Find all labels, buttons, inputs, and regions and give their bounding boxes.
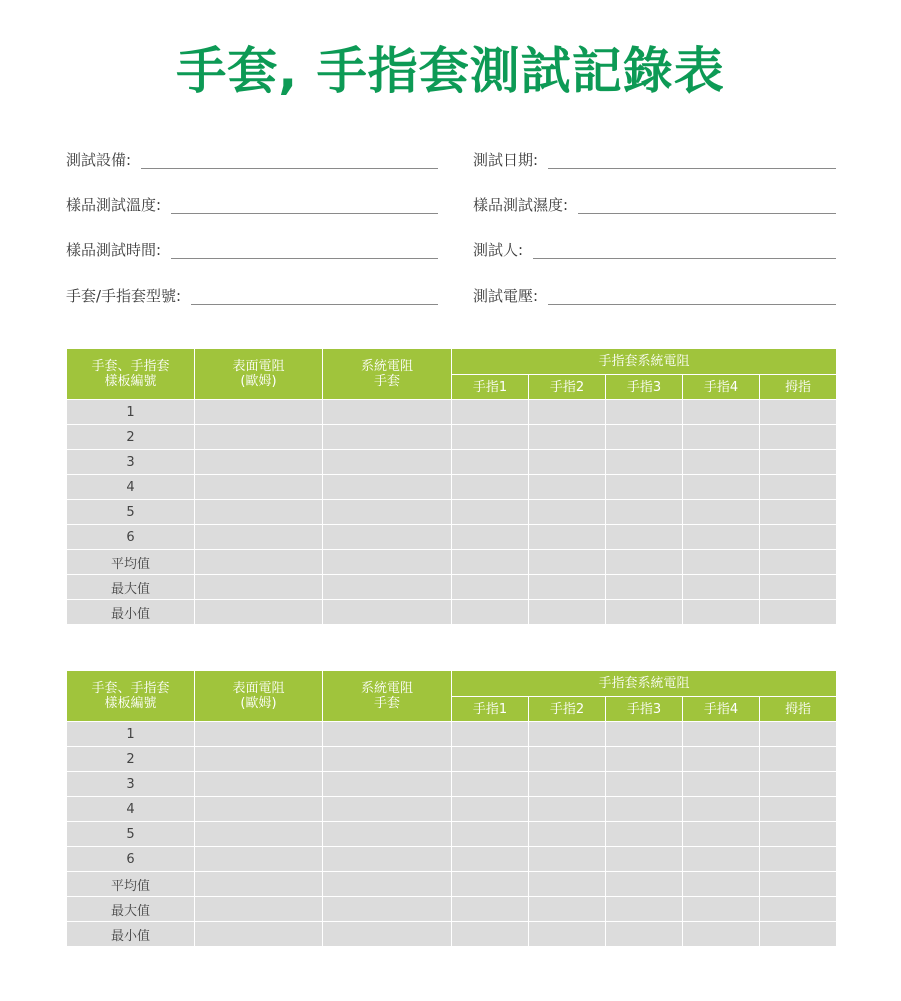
data-cell[interactable] xyxy=(683,872,760,897)
data-cell[interactable] xyxy=(195,575,323,600)
data-cell[interactable] xyxy=(683,425,760,450)
data-cell[interactable] xyxy=(195,550,323,575)
data-cell[interactable] xyxy=(195,822,323,847)
header-sample-no-line: 手套、手指套 xyxy=(91,681,170,696)
data-cell[interactable] xyxy=(760,747,837,772)
table-row xyxy=(67,897,837,922)
data-cell[interactable] xyxy=(323,897,452,922)
field-input-line[interactable] xyxy=(141,167,438,169)
data-cell[interactable] xyxy=(323,400,452,425)
row-label: 4 xyxy=(67,797,195,822)
field-input-line[interactable] xyxy=(171,257,438,259)
data-cell[interactable] xyxy=(452,400,529,425)
field-label: 樣品測試溫度: xyxy=(66,196,162,214)
data-cell[interactable] xyxy=(683,722,760,747)
field-label: 測試設備: xyxy=(66,151,132,169)
table-row xyxy=(67,872,837,897)
data-cell[interactable] xyxy=(760,797,837,822)
row-label: 5 xyxy=(67,822,195,847)
header-finger-3: 手指3 xyxy=(606,375,683,400)
page-title: 手套, 手指套測試記錄表 xyxy=(176,42,725,100)
data-cell[interactable] xyxy=(760,600,837,625)
data-cell[interactable] xyxy=(529,550,606,575)
field-test-equipment xyxy=(66,148,438,170)
field-input-line[interactable] xyxy=(548,167,836,169)
table-row xyxy=(67,922,837,947)
table-row xyxy=(67,772,837,797)
data-cell[interactable] xyxy=(323,475,452,500)
data-cell[interactable] xyxy=(683,772,760,797)
header-finger-cot-group: 手指套系統電阻 xyxy=(452,671,837,697)
data-cell[interactable] xyxy=(529,500,606,525)
data-cell[interactable] xyxy=(195,525,323,550)
row-label: 4 xyxy=(67,475,195,500)
data-cell[interactable] xyxy=(606,450,683,475)
row-label: 平均值 xyxy=(67,550,195,575)
data-cell[interactable] xyxy=(195,772,323,797)
field-label: 測試人: xyxy=(473,241,524,259)
data-cell[interactable] xyxy=(683,475,760,500)
field-sample-time xyxy=(66,238,438,260)
row-label: 3 xyxy=(67,772,195,797)
data-cell[interactable] xyxy=(606,922,683,947)
header-finger-5: 拇指 xyxy=(760,697,837,722)
data-cell[interactable] xyxy=(529,425,606,450)
header-finger-4: 手指4 xyxy=(683,375,760,400)
data-cell[interactable] xyxy=(323,722,452,747)
data-cell[interactable] xyxy=(452,747,529,772)
data-cell[interactable] xyxy=(683,450,760,475)
data-cell[interactable] xyxy=(606,550,683,575)
data-cell[interactable] xyxy=(195,475,323,500)
row-label: 2 xyxy=(67,747,195,772)
header-surface-resistance xyxy=(195,671,323,722)
data-cell[interactable] xyxy=(760,922,837,947)
data-cell[interactable] xyxy=(683,822,760,847)
data-cell[interactable] xyxy=(452,797,529,822)
table-row xyxy=(67,525,837,550)
data-cell[interactable] xyxy=(606,525,683,550)
header-finger-3: 手指3 xyxy=(606,697,683,722)
header-sample-no-line: 樣板編號 xyxy=(104,696,157,711)
table-row xyxy=(67,822,837,847)
data-cell[interactable] xyxy=(323,600,452,625)
header-sample-no-line: 手套、手指套 xyxy=(91,359,170,374)
header-sample-no xyxy=(67,349,195,400)
data-cell[interactable] xyxy=(760,500,837,525)
data-cell[interactable] xyxy=(323,772,452,797)
data-cell[interactable] xyxy=(760,772,837,797)
record-table-1 xyxy=(66,348,837,625)
header-finger-4: 手指4 xyxy=(683,697,760,722)
table-row xyxy=(67,722,837,747)
row-label: 1 xyxy=(67,722,195,747)
data-cell[interactable] xyxy=(323,575,452,600)
data-cell[interactable] xyxy=(606,575,683,600)
header-finger-1: 手指1 xyxy=(452,375,529,400)
header-surface-resistance xyxy=(195,349,323,400)
data-cell[interactable] xyxy=(452,772,529,797)
data-cell[interactable] xyxy=(606,747,683,772)
header-surface-resistance-line: 表面電阻 xyxy=(232,681,285,696)
data-cell[interactable] xyxy=(606,847,683,872)
row-label: 6 xyxy=(67,847,195,872)
header-surface-resistance-line: (歐姆) xyxy=(240,374,277,389)
data-cell[interactable] xyxy=(195,425,323,450)
data-cell[interactable] xyxy=(323,425,452,450)
field-label: 樣品測試濕度: xyxy=(473,196,569,214)
data-cell[interactable] xyxy=(529,475,606,500)
data-cell[interactable] xyxy=(760,822,837,847)
table-row xyxy=(67,847,837,872)
data-cell[interactable] xyxy=(323,847,452,872)
header-finger-1: 手指1 xyxy=(452,697,529,722)
data-cell[interactable] xyxy=(323,872,452,897)
row-label: 平均值 xyxy=(67,872,195,897)
data-cell[interactable] xyxy=(760,450,837,475)
data-cell[interactable] xyxy=(683,550,760,575)
data-cell[interactable] xyxy=(606,797,683,822)
header-surface-resistance-line: (歐姆) xyxy=(240,696,277,711)
data-cell[interactable] xyxy=(452,575,529,600)
data-cell[interactable] xyxy=(683,897,760,922)
data-cell[interactable] xyxy=(683,575,760,600)
data-cell[interactable] xyxy=(606,897,683,922)
data-cell[interactable] xyxy=(452,600,529,625)
data-cell[interactable] xyxy=(452,525,529,550)
data-cell[interactable] xyxy=(760,847,837,872)
data-cell[interactable] xyxy=(452,722,529,747)
data-cell[interactable] xyxy=(683,500,760,525)
data-cell[interactable] xyxy=(606,822,683,847)
data-cell[interactable] xyxy=(529,822,606,847)
header-finger-5: 拇指 xyxy=(760,375,837,400)
table-row xyxy=(67,425,837,450)
data-cell[interactable] xyxy=(195,747,323,772)
row-label: 最大值 xyxy=(67,575,195,600)
table-row xyxy=(67,450,837,475)
data-cell[interactable] xyxy=(452,872,529,897)
data-cell[interactable] xyxy=(760,475,837,500)
data-cell[interactable] xyxy=(760,722,837,747)
table-row xyxy=(67,400,837,425)
data-cell[interactable] xyxy=(195,500,323,525)
data-cell[interactable] xyxy=(529,747,606,772)
data-cell[interactable] xyxy=(606,400,683,425)
data-cell[interactable] xyxy=(529,772,606,797)
field-label: 測試電壓: xyxy=(473,287,539,305)
row-label: 最大值 xyxy=(67,897,195,922)
data-cell[interactable] xyxy=(452,822,529,847)
data-cell[interactable] xyxy=(195,897,323,922)
row-label: 3 xyxy=(67,450,195,475)
data-cell[interactable] xyxy=(529,525,606,550)
field-label: 測試日期: xyxy=(473,151,539,169)
table-row xyxy=(67,600,837,625)
data-cell[interactable] xyxy=(195,600,323,625)
header-system-resistance-glove xyxy=(323,349,452,400)
data-cell[interactable] xyxy=(529,847,606,872)
data-cell[interactable] xyxy=(529,450,606,475)
field-label: 樣品測試時間: xyxy=(66,241,162,259)
data-cell[interactable] xyxy=(452,897,529,922)
table-row xyxy=(67,475,837,500)
data-cell[interactable] xyxy=(606,600,683,625)
record-table-2 xyxy=(66,670,837,947)
table-row xyxy=(67,747,837,772)
row-label: 1 xyxy=(67,400,195,425)
data-cell[interactable] xyxy=(529,897,606,922)
data-cell[interactable] xyxy=(195,847,323,872)
field-tester xyxy=(473,238,836,260)
field-test-voltage xyxy=(473,284,836,306)
data-cell[interactable] xyxy=(760,897,837,922)
field-input-line[interactable] xyxy=(578,212,836,214)
data-cell[interactable] xyxy=(529,797,606,822)
data-cell[interactable] xyxy=(195,400,323,425)
data-cell[interactable] xyxy=(323,922,452,947)
field-label: 手套/手指套型號: xyxy=(66,287,182,305)
data-cell[interactable] xyxy=(683,525,760,550)
data-cell[interactable] xyxy=(452,425,529,450)
field-input-line[interactable] xyxy=(191,303,438,305)
data-cell[interactable] xyxy=(195,797,323,822)
data-cell[interactable] xyxy=(323,822,452,847)
data-cell[interactable] xyxy=(323,450,452,475)
field-input-line[interactable] xyxy=(171,212,438,214)
data-cell[interactable] xyxy=(529,400,606,425)
data-cell[interactable] xyxy=(323,500,452,525)
header-system-resistance-glove-line: 系統電阻 xyxy=(360,359,413,374)
data-cell[interactable] xyxy=(195,872,323,897)
header-system-resistance-glove-line: 手套 xyxy=(373,696,400,711)
header-system-resistance-glove-line: 手套 xyxy=(373,374,400,389)
data-cell[interactable] xyxy=(529,722,606,747)
row-label: 最小值 xyxy=(67,922,195,947)
data-cell[interactable] xyxy=(683,922,760,947)
header-finger-2: 手指2 xyxy=(529,375,606,400)
data-cell[interactable] xyxy=(760,525,837,550)
data-cell[interactable] xyxy=(195,922,323,947)
data-cell[interactable] xyxy=(529,600,606,625)
row-label: 最小值 xyxy=(67,600,195,625)
field-sample-temperature xyxy=(66,193,438,215)
data-cell[interactable] xyxy=(323,550,452,575)
header-sample-no-line: 樣板編號 xyxy=(104,374,157,389)
data-cell[interactable] xyxy=(529,575,606,600)
table-row xyxy=(67,797,837,822)
data-cell[interactable] xyxy=(529,872,606,897)
data-cell[interactable] xyxy=(683,747,760,772)
data-cell[interactable] xyxy=(452,922,529,947)
data-cell[interactable] xyxy=(606,425,683,450)
data-cell[interactable] xyxy=(323,797,452,822)
data-cell[interactable] xyxy=(529,922,606,947)
data-cell[interactable] xyxy=(760,550,837,575)
header-system-resistance-glove-line: 系統電阻 xyxy=(360,681,413,696)
data-cell[interactable] xyxy=(606,872,683,897)
data-cell[interactable] xyxy=(760,575,837,600)
data-cell[interactable] xyxy=(606,500,683,525)
data-cell[interactable] xyxy=(760,872,837,897)
data-cell[interactable] xyxy=(452,450,529,475)
data-cell[interactable] xyxy=(195,450,323,475)
data-cell[interactable] xyxy=(452,475,529,500)
table-row xyxy=(67,500,837,525)
data-cell[interactable] xyxy=(606,772,683,797)
header-sample-no xyxy=(67,671,195,722)
data-cell[interactable] xyxy=(195,722,323,747)
data-cell[interactable] xyxy=(683,847,760,872)
data-cell[interactable] xyxy=(323,525,452,550)
row-label: 6 xyxy=(67,525,195,550)
data-cell[interactable] xyxy=(683,797,760,822)
data-cell[interactable] xyxy=(452,847,529,872)
data-cell[interactable] xyxy=(606,475,683,500)
data-cell[interactable] xyxy=(606,722,683,747)
field-model xyxy=(66,284,438,306)
data-cell[interactable] xyxy=(452,550,529,575)
data-cell[interactable] xyxy=(683,600,760,625)
data-cell[interactable] xyxy=(323,747,452,772)
row-label: 5 xyxy=(67,500,195,525)
field-input-line[interactable] xyxy=(548,303,836,305)
row-label: 2 xyxy=(67,425,195,450)
data-cell[interactable] xyxy=(452,500,529,525)
data-cell[interactable] xyxy=(760,400,837,425)
field-input-line[interactable] xyxy=(533,257,836,259)
table-row xyxy=(67,575,837,600)
data-cell[interactable] xyxy=(683,400,760,425)
header-finger-2: 手指2 xyxy=(529,697,606,722)
header-finger-cot-group: 手指套系統電阻 xyxy=(452,349,837,375)
header-system-resistance-glove xyxy=(323,671,452,722)
data-cell[interactable] xyxy=(760,425,837,450)
table-row xyxy=(67,550,837,575)
field-test-date xyxy=(473,148,836,170)
header-surface-resistance-line: 表面電阻 xyxy=(232,359,285,374)
field-sample-humidity xyxy=(473,193,836,215)
